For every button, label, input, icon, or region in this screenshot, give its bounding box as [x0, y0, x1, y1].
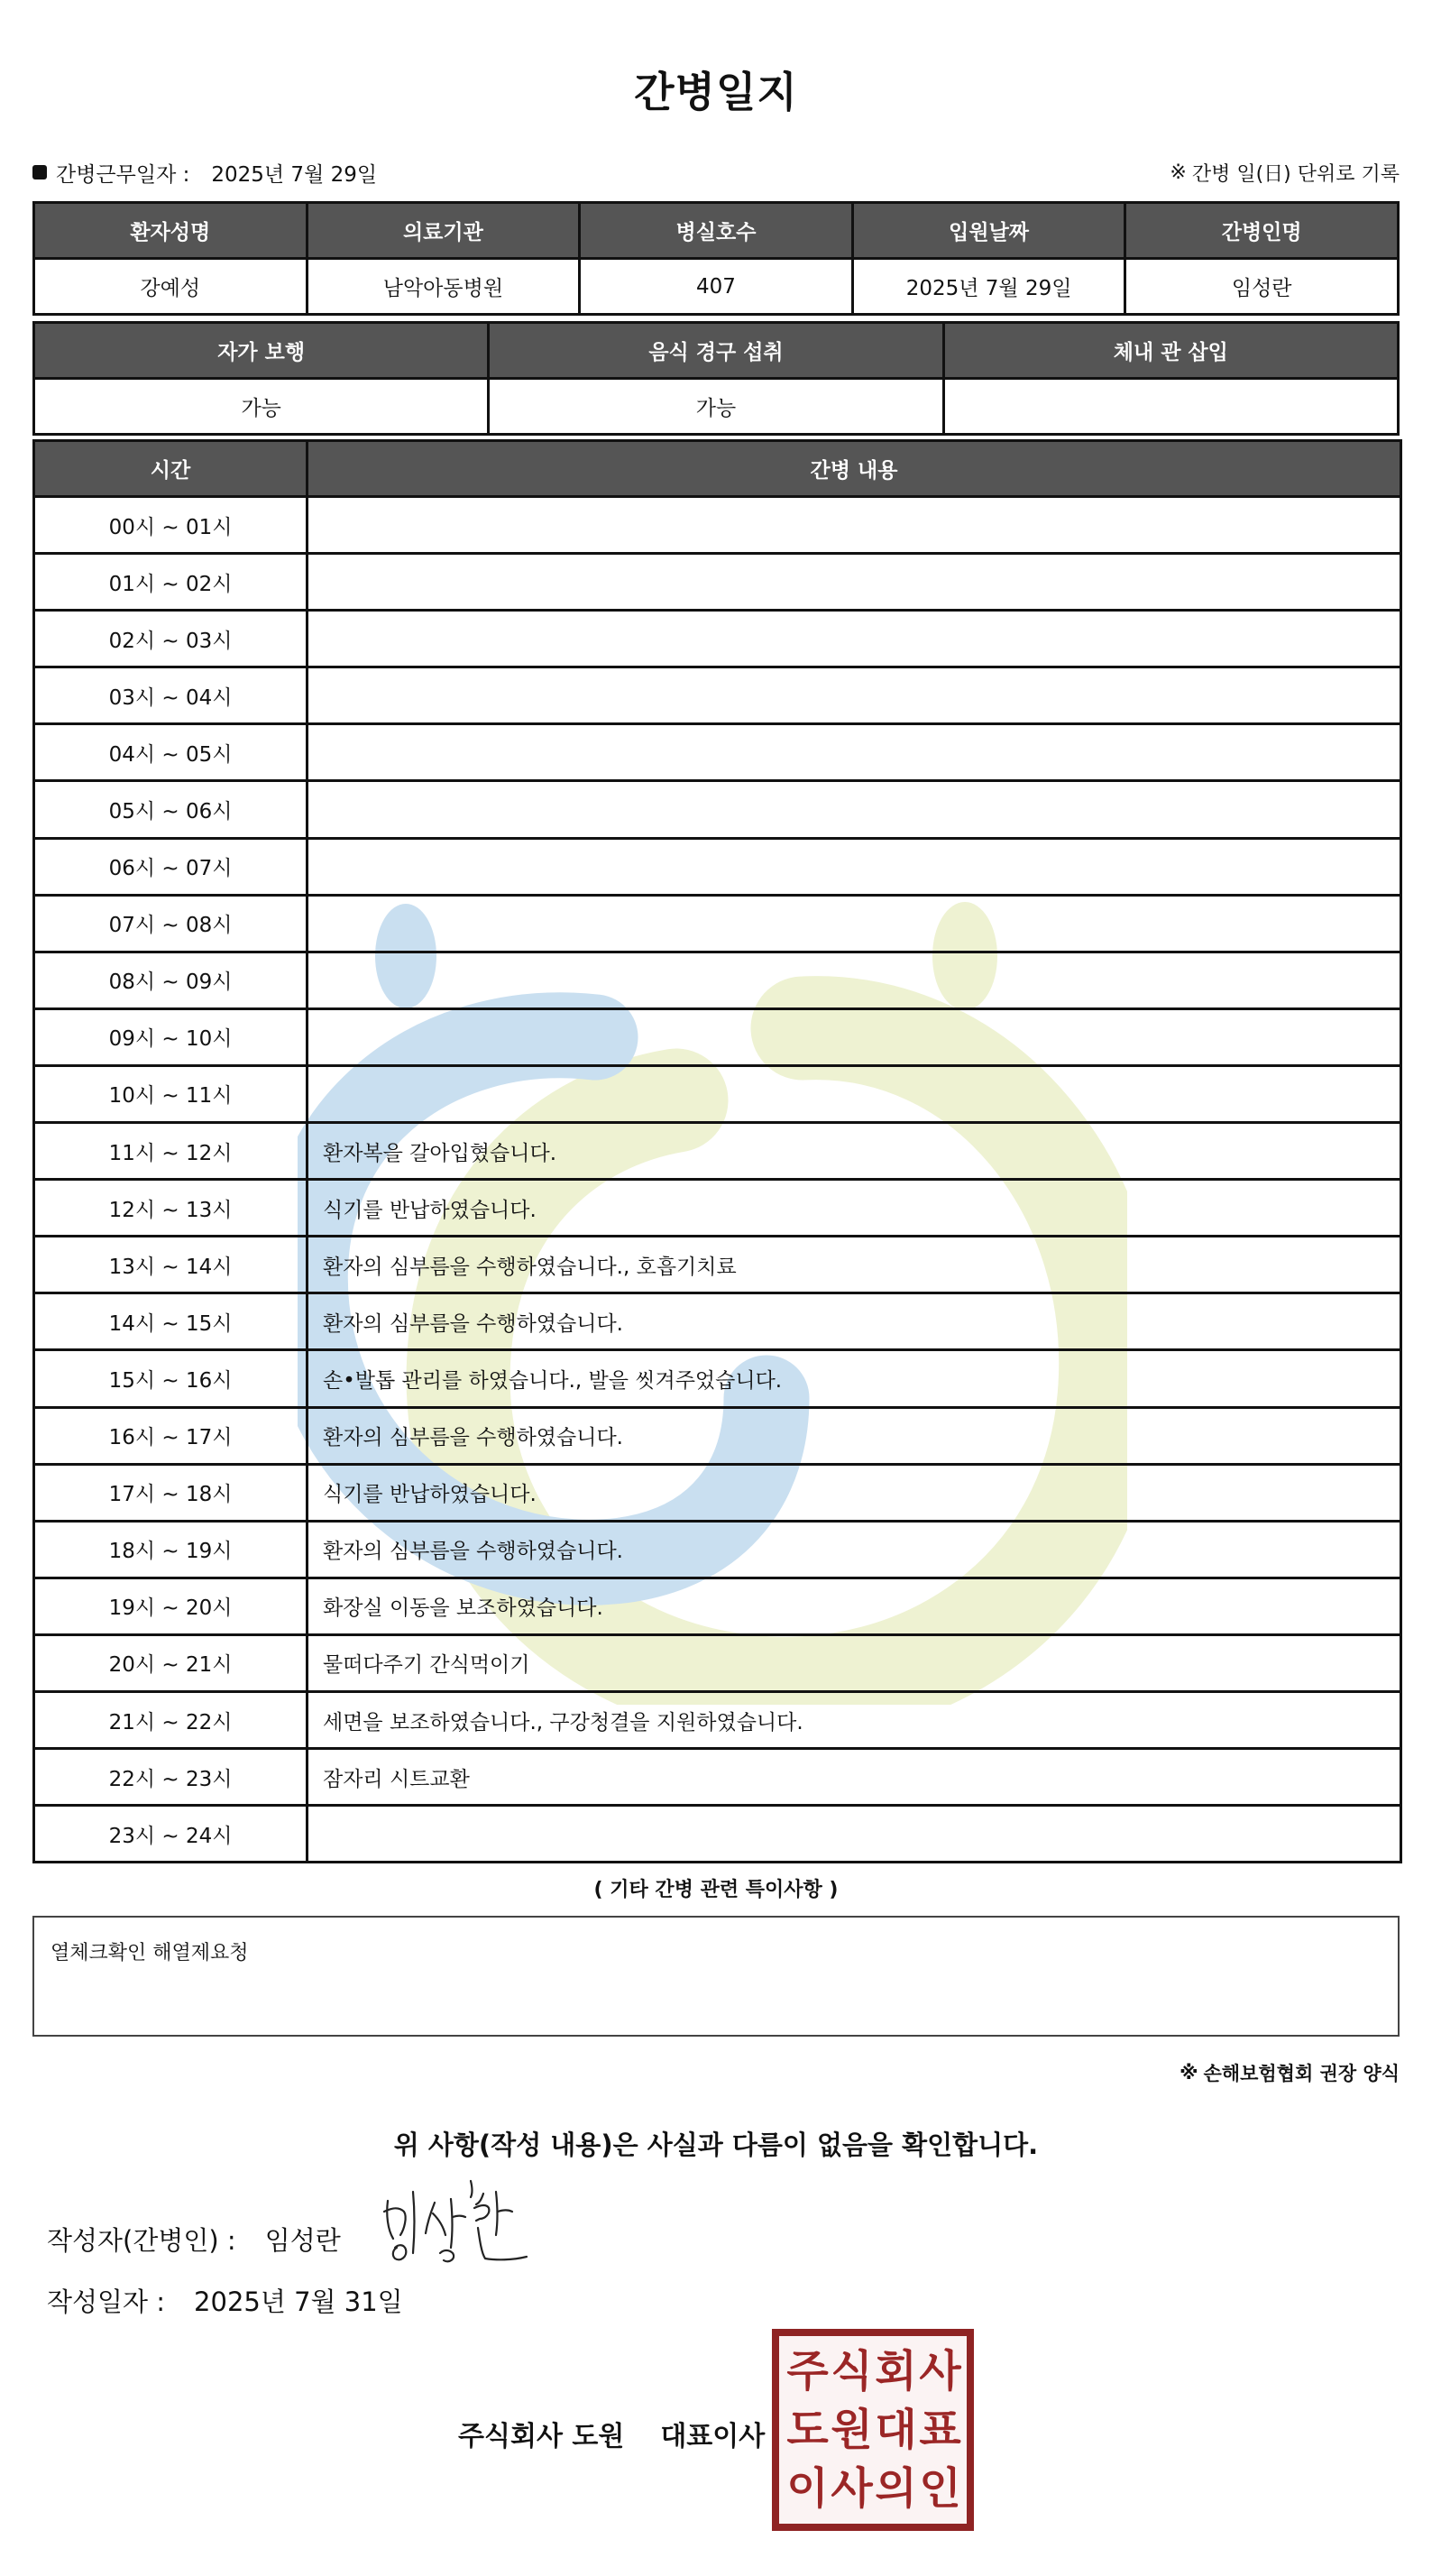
log-content — [308, 611, 1401, 667]
log-content — [308, 497, 1401, 554]
log-content: 환자의 심부름을 수행하였습니다., 호흡기치료 — [308, 1237, 1401, 1293]
oral-intake-value: 가능 — [489, 379, 943, 435]
log-time: 09시 ~ 10시 — [34, 1008, 308, 1065]
confirmation-statement: 위 사항(작성 내용)은 사실과 다름이 없음을 확인합니다. — [393, 2130, 1039, 2160]
patient-info-header-row — [34, 203, 1399, 259]
log-time: 12시 ~ 13시 — [34, 1180, 308, 1237]
log-content: 화장실 이동을 보조하였습니다. — [308, 1578, 1401, 1634]
log-row — [34, 667, 1401, 724]
log-time: 01시 ~ 02시 — [34, 554, 308, 611]
hourly-log-table — [32, 439, 1402, 1863]
written-date-value: 2025년 7월 31일 — [194, 2286, 403, 2317]
header-time: 시간 — [34, 441, 308, 497]
company-role: 대표이사 — [660, 2421, 766, 2452]
log-row — [34, 895, 1401, 952]
log-row — [34, 952, 1401, 1008]
log-row — [34, 838, 1401, 895]
log-row — [34, 724, 1401, 781]
meta-row — [32, 159, 1400, 186]
seal-character: 의 — [875, 2463, 915, 2515]
log-time: 02시 ~ 03시 — [34, 611, 308, 667]
log-content: 환자의 심부름을 수행하였습니다. — [308, 1407, 1401, 1464]
log-content: 세면을 보조하였습니다., 구강청결을 지원하였습니다. — [308, 1691, 1401, 1748]
writer-name: 임성란 — [264, 2224, 341, 2256]
seal-character: 사 — [831, 2463, 871, 2515]
log-content: 손•발톱 관리를 하였습니다., 발을 씻겨주었습니다. — [308, 1350, 1401, 1407]
log-row — [34, 1634, 1401, 1691]
log-row — [34, 554, 1401, 611]
log-time: 06시 ~ 07시 — [34, 838, 308, 895]
work-date — [32, 158, 377, 188]
log-time: 22시 ~ 23시 — [34, 1749, 308, 1806]
log-time: 10시 ~ 11시 — [34, 1065, 308, 1122]
reference-mark-icon: ※ — [1180, 2062, 1198, 2084]
log-time: 14시 ~ 15시 — [34, 1293, 308, 1350]
log-time: 11시 ~ 12시 — [34, 1123, 308, 1180]
seal-character: 표 — [919, 2404, 959, 2455]
seal-character: 식 — [831, 2345, 871, 2397]
seal-character: 회 — [875, 2345, 915, 2397]
header-hospital: 의료기관 — [307, 203, 580, 259]
hospital-name: 남악아동병원 — [307, 259, 580, 315]
log-row — [34, 1008, 1401, 1065]
header-care-content: 간병 내용 — [308, 441, 1401, 497]
header-self-walking: 자가 보행 — [34, 323, 489, 379]
written-date-label: 작성일자 : — [47, 2286, 166, 2317]
header-patient-name: 환자성명 — [34, 203, 308, 259]
log-time: 18시 ~ 19시 — [34, 1521, 308, 1578]
recommended-form-note — [1180, 2059, 1400, 2086]
log-content: 잠자리 시트교환 — [308, 1749, 1401, 1806]
log-content: 식기를 반납하였습니다. — [308, 1464, 1401, 1521]
log-content — [308, 838, 1401, 895]
seal-character: 주 — [786, 2345, 827, 2397]
log-content: 환자의 심부름을 수행하였습니다. — [308, 1521, 1401, 1578]
header-admission-date: 입원날짜 — [852, 203, 1125, 259]
log-content — [308, 554, 1401, 611]
log-content — [308, 1806, 1401, 1863]
admission-date: 2025년 7월 29일 — [852, 259, 1125, 315]
self-walking-value: 가능 — [34, 379, 489, 435]
reference-mark-icon: ※ — [1170, 161, 1187, 184]
log-row — [34, 1464, 1401, 1521]
record-note — [1170, 159, 1400, 187]
work-date-label: 간병근무일자 : — [56, 162, 190, 187]
log-body — [34, 497, 1401, 1863]
seal-characters — [785, 2341, 961, 2518]
log-time: 21시 ~ 22시 — [34, 1691, 308, 1748]
log-row — [34, 781, 1401, 838]
log-time: 16시 ~ 17시 — [34, 1407, 308, 1464]
log-time: 13시 ~ 14시 — [34, 1237, 308, 1293]
log-content — [308, 667, 1401, 724]
log-row — [34, 1691, 1401, 1748]
log-time: 20시 ~ 21시 — [34, 1634, 308, 1691]
patient-info-table — [32, 201, 1400, 316]
tube-insertion-value — [943, 379, 1398, 435]
recommended-form-text: 손해보험협회 권장 양식 — [1203, 2063, 1400, 2084]
log-row — [34, 497, 1401, 554]
notes-text: 열체크확인 해열제요청 — [50, 1942, 249, 1964]
log-time: 05시 ~ 06시 — [34, 781, 308, 838]
log-time: 03시 ~ 04시 — [34, 667, 308, 724]
header-tube-insertion: 체내 관 삽입 — [943, 323, 1398, 379]
header-caregiver-name: 간병인명 — [1125, 203, 1399, 259]
company-name: 주식회사 도원 — [458, 2421, 625, 2452]
log-content — [308, 1008, 1401, 1065]
log-row — [34, 1123, 1401, 1180]
log-content: 환자의 심부름을 수행하였습니다. — [308, 1293, 1401, 1350]
log-time: 07시 ~ 08시 — [34, 895, 308, 952]
header-room: 병실호수 — [580, 203, 853, 259]
log-content — [308, 781, 1401, 838]
patient-info-value-row — [34, 259, 1399, 315]
patient-status-table — [32, 321, 1400, 436]
log-row — [34, 1806, 1401, 1863]
log-time: 17시 ~ 18시 — [34, 1464, 308, 1521]
log-content: 식기를 반납하였습니다. — [308, 1180, 1401, 1237]
log-time: 15시 ~ 16시 — [34, 1350, 308, 1407]
status-header-row — [34, 323, 1399, 379]
log-content — [308, 1065, 1401, 1122]
log-row — [34, 1521, 1401, 1578]
log-time: 08시 ~ 09시 — [34, 952, 308, 1008]
status-value-row — [34, 379, 1399, 435]
signature — [377, 2176, 548, 2275]
log-time: 19시 ~ 20시 — [34, 1578, 308, 1634]
company-line — [458, 2414, 765, 2453]
company-seal — [772, 2329, 974, 2531]
writer-label: 작성자(간병인) : — [47, 2224, 236, 2256]
log-header-row — [34, 441, 1401, 497]
log-time: 00시 ~ 01시 — [34, 497, 308, 554]
log-content: 환자복을 갈아입혔습니다. — [308, 1123, 1401, 1180]
square-bullet-icon — [32, 165, 47, 179]
log-row — [34, 1350, 1401, 1407]
room-number: 407 — [580, 259, 853, 315]
record-note-text: 간병 일(日) 단위로 기록 — [1191, 162, 1400, 186]
seal-character: 이 — [786, 2463, 827, 2515]
work-date-value: 2025년 7월 29일 — [211, 162, 378, 187]
log-row — [34, 1407, 1401, 1464]
header-oral-intake: 음식 경구 섭취 — [489, 323, 943, 379]
patient-name: 강예성 — [34, 259, 308, 315]
page-title: 간병일지 — [634, 68, 798, 116]
seal-character: 대 — [875, 2404, 915, 2455]
seal-character: 원 — [831, 2404, 871, 2455]
seal-character: 사 — [919, 2345, 959, 2397]
log-row — [34, 1749, 1401, 1806]
log-content — [308, 952, 1401, 1008]
notes-title: ( 기타 간병 관련 특이사항 ) — [593, 1879, 839, 1901]
log-row — [34, 1180, 1401, 1237]
writer-line — [47, 2203, 548, 2275]
seal-character: 인 — [919, 2463, 959, 2515]
log-content: 물떠다주기 간식먹이기 — [308, 1634, 1401, 1691]
log-row — [34, 1065, 1401, 1122]
log-content — [308, 895, 1401, 952]
log-row — [34, 611, 1401, 667]
log-row — [34, 1293, 1401, 1350]
log-row — [34, 1237, 1401, 1293]
caregiver-name: 임성란 — [1125, 259, 1399, 315]
log-row — [34, 1578, 1401, 1634]
seal-character: 도 — [786, 2404, 827, 2455]
log-time: 23시 ~ 24시 — [34, 1806, 308, 1863]
notes-box — [32, 1916, 1400, 2037]
written-date-line — [47, 2282, 403, 2319]
log-content — [308, 724, 1401, 781]
log-time: 04시 ~ 05시 — [34, 724, 308, 781]
